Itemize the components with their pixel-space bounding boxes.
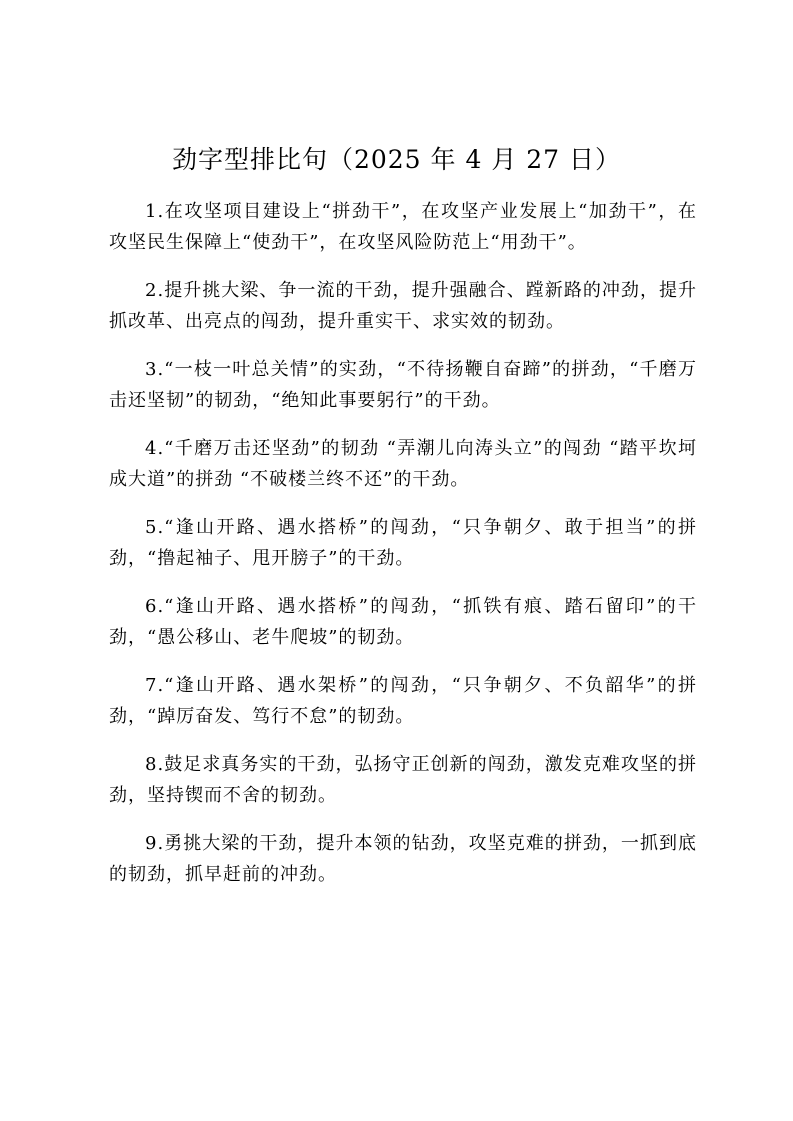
list-item: 1.在攻坚项目建设上“拼劲干”，在攻坚产业发展上“加劲干”，在攻坚民生保障上“使劲干”，在攻坚风险防范上“用劲干”。 bbox=[109, 201, 697, 253]
list-item: 3.“一枝一叶总关情”的实劲，“不待扬鞭自奋蹄”的拼劲，“千磨万击还坚韧”的韧劲，“绝知此事要躬行”的干劲。 bbox=[109, 359, 697, 411]
list-item: 6.“逢山开路、遇水搭桥”的闯劲，“抓铁有痕、踏石留印”的干劲，“愚公移山、老牛爬坡”的韧劲。 bbox=[109, 596, 697, 648]
sentence-list bbox=[109, 196, 697, 907]
list-item: 7.“逢山开路、遇水架桥”的闯劲，“只争朝夕、不负韶华”的拼劲，“踔厉奋发、笃行不怠”的韧劲。 bbox=[109, 675, 697, 727]
page-title: 劲字型排比句（2025 年 4 月 27 日） bbox=[171, 145, 622, 174]
list-item: 2.提升挑大梁、争一流的干劲，提升强融合、蹚新路的冲劲，提升抓改革、出亮点的闯劲，提升重实干、求实效的韧劲。 bbox=[109, 280, 697, 332]
list-item: 5.“逢山开路、遇水搭桥”的闯劲，“只争朝夕、敢于担当”的拼劲，“撸起袖子、甩开膀子”的干劲。 bbox=[109, 517, 697, 569]
list-item: 4.“千磨万击还坚劲”的韧劲 “弄潮儿向涛头立”的闯劲 “踏平坎坷成大道”的拼劲 “不破楼兰终不还”的干劲。 bbox=[109, 438, 697, 490]
list-item: 8.鼓足求真务实的干劲，弘扬守正创新的闯劲，激发克难攻坚的拼劲，坚持锲而不舍的韧劲。 bbox=[109, 754, 697, 806]
list-item: 9.勇挑大梁的干劲，提升本领的钻劲，攻坚克难的拼劲，一抓到底的韧劲，抓早赶前的冲劲。 bbox=[109, 833, 697, 885]
